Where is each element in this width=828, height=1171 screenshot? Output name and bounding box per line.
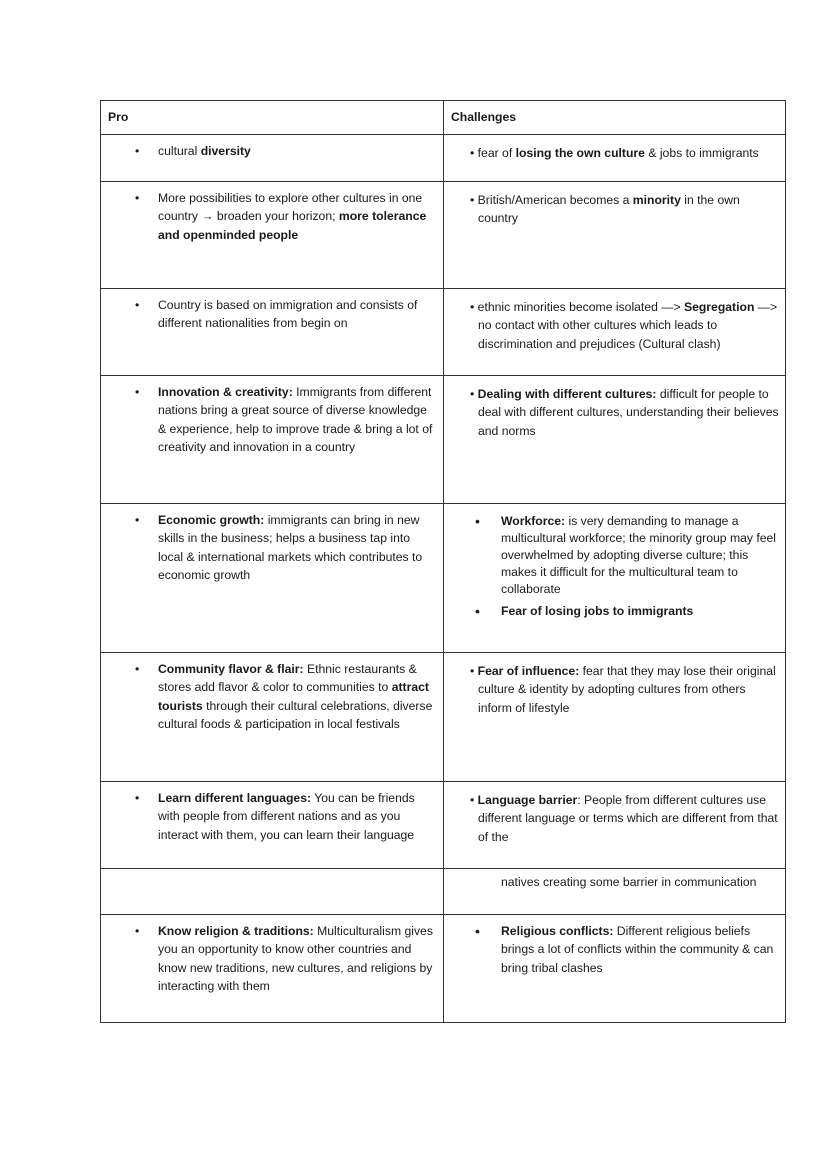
challenge-item: • ethnic minorities become isolated —> Segregation —> no contact with other cultures which leads to discrimination and prejudices (Cultural clash) bbox=[470, 300, 778, 351]
table-row bbox=[101, 869, 786, 915]
challenge-item: • Fear of losing jobs to immigrants bbox=[475, 603, 694, 619]
pro-cell bbox=[101, 782, 444, 869]
pro-header: Pro bbox=[108, 110, 129, 124]
pro-item: • Innovation & creativity: Immigrants from different nations bring a great source of diverse knowledge & experience, help to improve trade & bring a lot of creativity and innovation in a country bbox=[135, 385, 433, 454]
bullet: • bbox=[135, 513, 140, 527]
table-row bbox=[101, 182, 786, 289]
pro-cell bbox=[101, 182, 444, 289]
pro-cell bbox=[101, 504, 444, 653]
bullet: • bbox=[475, 513, 480, 529]
challenge-item-list bbox=[444, 504, 785, 620]
challenge-continuation: natives creating some barrier in communication bbox=[501, 875, 757, 889]
bullet: • bbox=[135, 791, 140, 805]
comparison-document bbox=[100, 100, 785, 1022]
challenge-cell bbox=[444, 915, 786, 1023]
pro-item: • Learn different languages: You can be friends with people from different nations and as you interact with them, you can learn their language bbox=[135, 791, 415, 842]
bullet: • bbox=[470, 387, 475, 401]
challenges-header: Challenges bbox=[451, 110, 517, 124]
bullet: • bbox=[135, 385, 140, 399]
table-row bbox=[101, 376, 786, 504]
bullet: • bbox=[470, 664, 475, 678]
pro-cell-empty bbox=[101, 869, 444, 915]
bullet: • bbox=[475, 603, 480, 619]
challenge-cell bbox=[444, 289, 786, 376]
table-row bbox=[101, 915, 786, 1023]
challenge-cell bbox=[444, 869, 786, 915]
challenge-item: • Language barrier: People from different cultures use different language or terms which are different from that of the bbox=[470, 793, 778, 844]
challenge-cell bbox=[444, 135, 786, 182]
pro-item: • Know religion & traditions: Multiculturalism gives you an opportunity to know other countries and know new traditions, new cultures, and religions by interacting with them bbox=[135, 924, 433, 993]
pro-cell bbox=[101, 915, 444, 1023]
table-row bbox=[101, 504, 786, 653]
challenge-cell bbox=[444, 504, 786, 653]
pro-item: • Country is based on immigration and consists of different nationalities from begin on bbox=[135, 298, 418, 331]
bullet: • bbox=[470, 146, 475, 160]
bullet: • bbox=[135, 298, 140, 312]
challenge-item: • Fear of influence: fear that they may lose their original culture & identity by adopting cultures from others inform of lifestyle bbox=[470, 664, 776, 715]
bullet: • bbox=[470, 300, 475, 314]
challenges-header-cell bbox=[444, 101, 786, 135]
challenge-cell bbox=[444, 376, 786, 504]
table-row bbox=[101, 289, 786, 376]
bullet: • bbox=[135, 144, 140, 158]
challenge-item: • fear of losing the own culture & jobs to immigrants bbox=[470, 146, 759, 160]
pro-cell bbox=[101, 289, 444, 376]
table-row bbox=[101, 782, 786, 869]
pro-item: • More possibilities to explore other cultures in one country → broaden your horizon; more tolerance and openminded people bbox=[135, 191, 427, 242]
challenge-item: • Religious conflicts: Different religious beliefs brings a lot of conflicts within the community & can bring tribal clashes bbox=[475, 923, 774, 975]
pro-item: • Community flavor & flair: Ethnic restaurants & stores add flavor & color to communities to attract tourists through their cultural celebrations, diverse cultural foods & participation in local festivals bbox=[135, 662, 433, 731]
bullet: • bbox=[475, 923, 480, 939]
challenge-cell bbox=[444, 653, 786, 782]
pro-cell bbox=[101, 376, 444, 504]
table-row bbox=[101, 653, 786, 782]
bullet: • bbox=[135, 662, 140, 676]
pro-cell bbox=[101, 653, 444, 782]
table-header-row bbox=[101, 101, 786, 135]
challenge-item: • Dealing with different cultures: difficult for people to deal with different cultures, understanding their believes and norms bbox=[470, 387, 779, 438]
pro-cell bbox=[101, 135, 444, 182]
bullet: • bbox=[470, 793, 475, 807]
challenge-cell bbox=[444, 782, 786, 869]
bullet: • bbox=[135, 191, 140, 205]
bullet: • bbox=[135, 924, 140, 938]
pro-item: • cultural diversity bbox=[101, 135, 443, 160]
challenge-item: • Workforce: is very demanding to manage a multicultural workforce; the minority group may feel overwhelmed by adopting diverse culture; this makes it difficult for the multicultural team to collaborate bbox=[475, 513, 776, 596]
pro-challenges-table bbox=[100, 100, 786, 1023]
challenge-item-list bbox=[444, 915, 785, 977]
challenge-cell bbox=[444, 182, 786, 289]
challenge-item: • British/American becomes a minority in the own country bbox=[470, 193, 740, 226]
pro-item: • Economic growth: immigrants can bring in new skills in the business; helps a business tap into local & international markets which contributes to economic growth bbox=[135, 513, 423, 582]
pro-header-cell bbox=[101, 101, 444, 135]
bullet: • bbox=[470, 193, 475, 207]
table-row bbox=[101, 135, 786, 182]
